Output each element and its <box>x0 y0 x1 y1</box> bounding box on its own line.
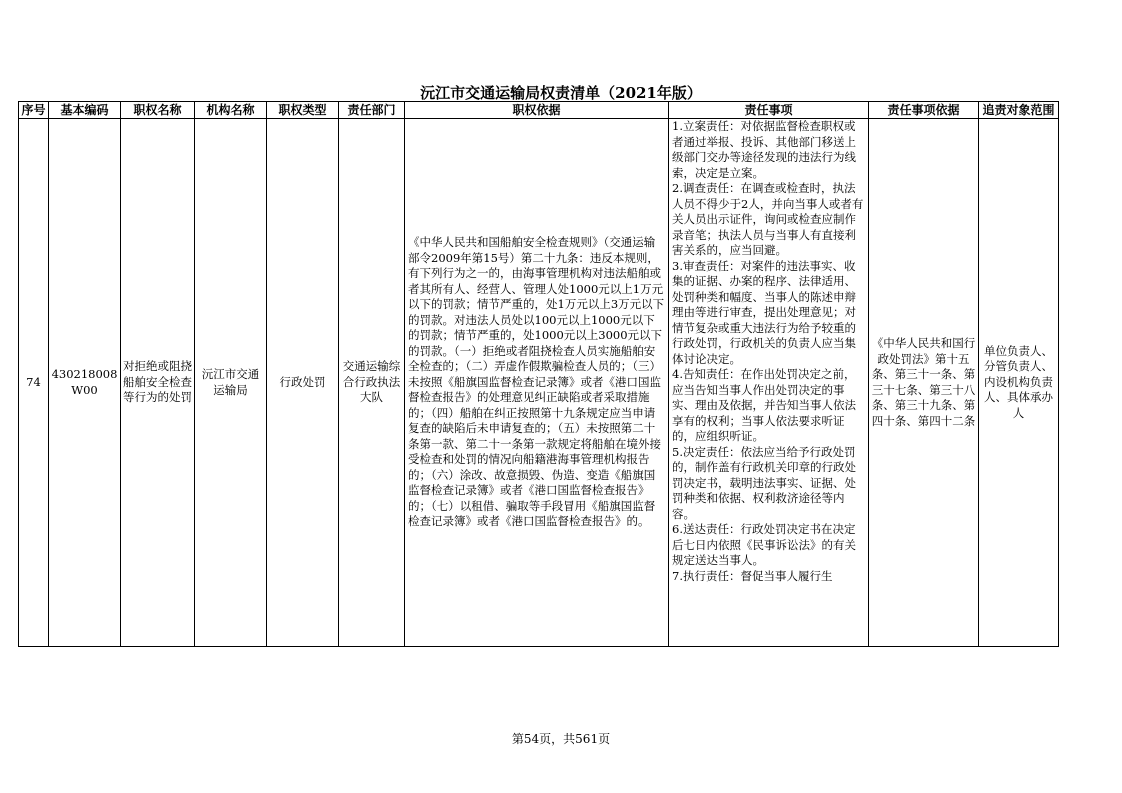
responsibility-item: 5.决定责任：依法应当给予行政处罚的，制作盖有行政机关印章的行政处罚决定书，载明违法事实、证据、处罚种类和依据、权利救济途径等内容。 <box>672 444 856 521</box>
accountability-cell: 单位负责人、分管负责人、内设机构负责人、具体承办人 <box>979 119 1059 647</box>
page-title: 沅江市交通运输局权责清单（2021年版） <box>420 84 702 102</box>
header-cell: 机构名称 <box>195 102 267 119</box>
responsibility-item: 3.审查责任：对案件的违法事实、收集的证据、办案的程序、法律适用、处罚种类和幅度、当事人的陈述申辩理由等进行审查，提出处理意见；对情节复杂或重大违法行为给予较重的行政处罚，行政机关的负责人应当集体讨论决定。 <box>672 258 856 366</box>
responsibility-item: 6.送达责任：行政处罚决定书在决定后七日内依照《民事诉讼法》的有关规定送达当事人。 <box>672 522 856 567</box>
header-cell: 职权类型 <box>267 102 339 119</box>
responsibility-item: 1.立案责任：对依据监督检查职权或者通过举报、投诉、其他部门移送上级部门交办等途径发现的违法行为线索，决定是立案。 <box>672 119 856 180</box>
responsibility-item: 4.告知责任：在作出处罚决定之前，应当告知当事人作出处罚决定的事实、理由及依据，并告知当事人依法享有的权利；当事人依法要求听证的，应组织听证。 <box>672 367 856 443</box>
department-cell: 交通运输综合行政执法大队 <box>339 119 405 647</box>
header-cell: 责任部门 <box>339 102 405 119</box>
responsibility-item: 2.调查责任：在调查或检查时，执法人员不得少于2人，并向当事人或者有关人员出示证件，询问或检查应制作录音笔；执法人员与当事人有直接利害关系的，应当回避。 <box>672 181 864 257</box>
header-row <box>19 102 1059 119</box>
table-row <box>19 119 1059 647</box>
responsibilities-cell <box>669 119 869 647</box>
seq-cell: 74 <box>19 119 49 647</box>
page-footer: 第54页，共561页 <box>511 732 611 746</box>
org-name-cell: 沅江市交通运输局 <box>195 119 267 647</box>
header-cell: 追责对象范围 <box>979 102 1059 119</box>
resp-basis-cell: 《中华人民共和国行政处罚法》第十五条、第三十一条、第三十七条、第三十八条、第三十九条、第四十条、第四十二条 <box>869 119 979 647</box>
responsibility-item: 7.执行责任：督促当事人履行生 <box>672 568 833 583</box>
header-cell: 基本编码 <box>49 102 121 119</box>
header-cell: 序号 <box>19 102 49 119</box>
power-type-cell: 行政处罚 <box>267 119 339 647</box>
power-name-cell: 对拒绝或阻挠船舶安全检查等行为的处罚 <box>121 119 195 647</box>
header-cell: 责任事项 <box>669 102 869 119</box>
header-cell: 责任事项依据 <box>869 102 979 119</box>
code-cell: 430218008W00 <box>49 119 121 647</box>
responsibility-table <box>18 101 1059 647</box>
basis-cell: 《中华人民共和国船舶安全检查规则》（交通运输部令2009年第15号）第二十九条：违反本规则，有下列行为之一的，由海事管理机构对违法船舶或者其所有人、经营人、管理人处1000元以上1万元以下的罚款；情节严重的，处1万元以上3万元以下的罚款。对违法人员处以100元以上1000元以下的罚款；情节严重的，处1000元以上3000元以下的罚款。（一）拒绝或者阻挠检查人员实施船舶安全检查的；（二）弄虚作假欺骗检查人员的；（三）未按照《船旗国监督检查记录簿》或者《港口国监督检查报告》的处理意见纠正缺陷或者采取措施的；（四）船舶在纠正按照第十九条规定应当申请复查的缺陷后未申请复查的；（五）未按照第二十条第一款、第二十一条第一款规定将船舶在境外接受检查和处罚的情况向船籍港海事管理机构报告的；（六）涂改、故意损毁、伪造、变造《船旗国监督检查记录簿》或者《港口国监督检查报告》的；（七）以租借、骗取等手段冒用《船旗国监督检查记录簿》或者《港口国监督检查报告》的。 <box>405 119 669 647</box>
header-cell: 职权名称 <box>121 102 195 119</box>
header-cell: 职权依据 <box>405 102 669 119</box>
